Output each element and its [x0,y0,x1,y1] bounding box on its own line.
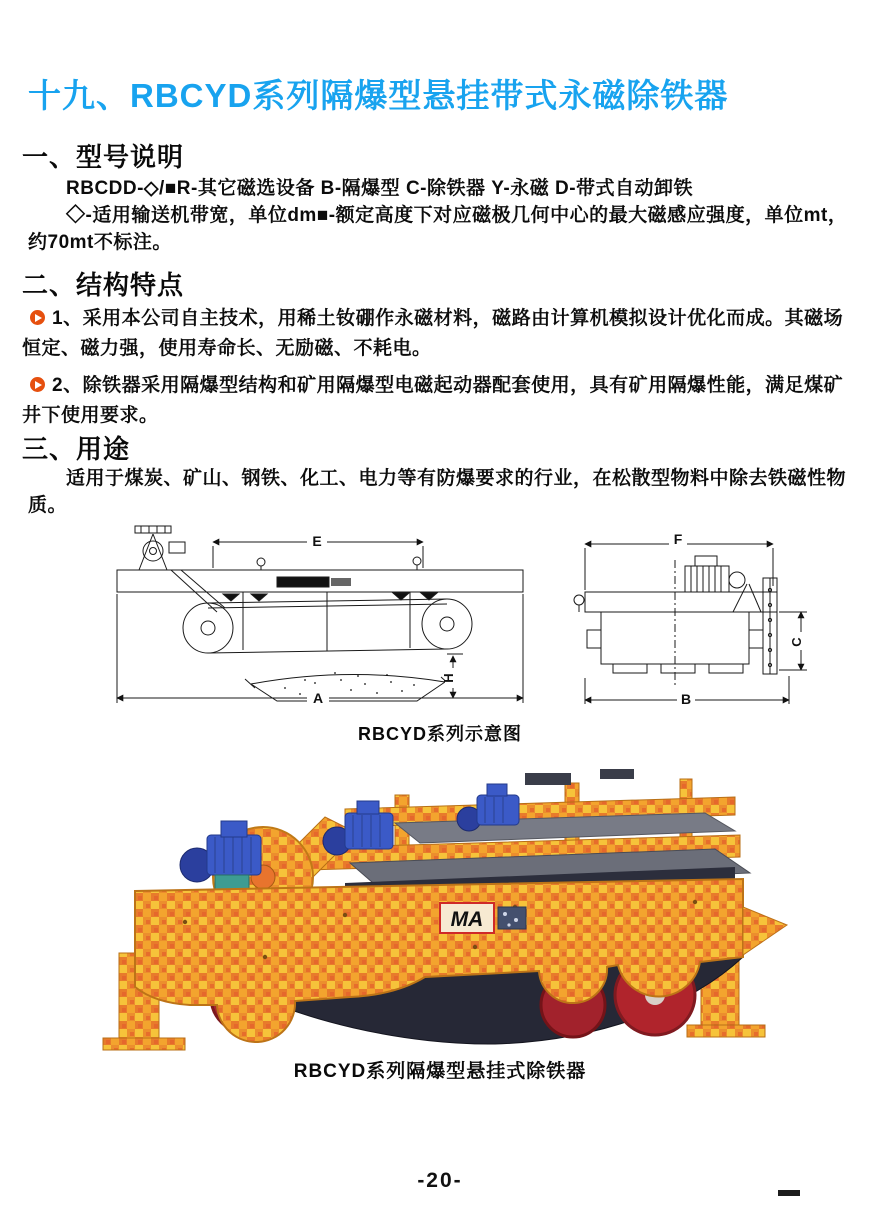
product-photo [95,757,795,1052]
technical-diagram [95,520,835,720]
section-heading-usage: 三、用途 [22,434,131,464]
page-title: 十九、RBCYD系列隔爆型悬挂带式永磁除铁器 [28,77,729,114]
dim-label-A: A [312,690,324,706]
feature-item [22,371,860,431]
top-flange [585,592,777,612]
ma-certification-mark [440,903,526,933]
machine-illustration [95,757,795,1052]
end-view-motor [685,566,729,592]
usage-paragraph: 适用于煤炭、矿山、钢铁、化工、电力等有防爆要求的行业，在松散型物料中除去铁磁性物质。 [28,468,847,516]
side-view-drawing [105,520,535,715]
page-number: -20- [417,1169,463,1192]
dim-label-F: F [673,531,683,547]
bullet-arrow-icon [30,377,45,392]
dim-label-C: C [789,637,804,647]
dim-label-B: B [680,691,692,707]
feature-text: 2、除铁器采用隔爆型结构和矿用隔爆型电磁起动器配套使用，具有矿用隔爆性能，满足煤矿井下使用要求。 [22,375,844,426]
photo-caption: RBCYD系列隔爆型悬挂式除铁器 [293,1061,587,1082]
feature-text: 1、采用本公司自主技术，用稀土钕硼作永磁材料，磁路由计算机模拟设计优化而成。其磁场恒定、磁力强，使用寿命长、无励磁、不耗电。 [22,308,844,359]
section-heading-model: 一、型号说明 [22,142,185,172]
diagram-caption: RBCYD系列示意图 [357,724,522,744]
side-bracket [743,907,787,955]
ma-badge-text: MA [450,908,484,931]
left-pulley [183,603,233,653]
dim-label-H: H [441,673,456,683]
model-description [28,175,856,256]
model-code-line: RBCDD-◇/■R-其它磁选设备 B-隔爆型 C-除铁器 Y-永磁 D-带式自动卸铁 [66,178,694,199]
feature-item [22,304,860,364]
scan-artifact [778,1190,800,1196]
usage-description [28,465,856,519]
material-trough [251,674,445,684]
nameplate [277,577,329,587]
end-view-drawing [565,520,825,715]
right-pulley [422,599,472,649]
section-heading-structure: 二、结构特点 [22,270,185,300]
feature-list [22,304,860,438]
model-note-line: ◇-适用输送机带宽，单位dm■-额定高度下对应磁极几何中心的最大磁感应强度，单位mt，约70mt不标注。 [28,205,848,253]
bullet-arrow-icon [30,310,45,325]
dim-label-E: E [312,533,322,549]
